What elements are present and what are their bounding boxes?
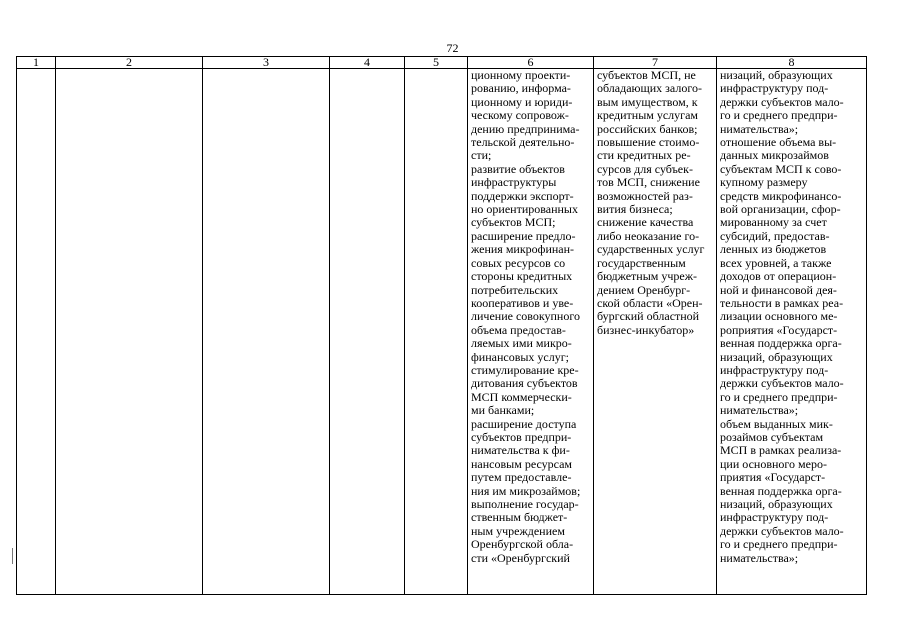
- table-cell-col7: [594, 69, 717, 595]
- scan-edge-mark: [12, 548, 13, 564]
- table-cell-col4: [330, 69, 405, 595]
- table-cell-col5: [405, 69, 468, 595]
- table-cell-col3: [203, 69, 330, 595]
- data-table: [16, 56, 867, 595]
- column-header-8: 8: [717, 57, 867, 69]
- column-header-6: 6: [468, 57, 594, 69]
- table-cell-col1: [17, 69, 56, 595]
- page-number: 72: [446, 41, 459, 55]
- column-header-2: 2: [56, 57, 203, 69]
- column-header-3: 3: [203, 57, 330, 69]
- indicators-text: низаций, образующих инфраструктуру под- держки субъектов мало- го и среднего предпри- нимательства»; отношение объема вы- данных микрозаймов субъектам МСП к сово- купному размеру средств микрофинансо- вой организации, сфор- мированному за счет субсидий, предостав- ленных из бюджетов всех уровней, а также доходов от операцион- ной и финансовой дея- тельности в рамках реа- лизации основного ме- роприятия «Государст- венная поддержка орга- низаций, образующих инфраструктуру под- держки субъектов мало- го и среднего предпри- нимательства»; объем выданных мик- розаймов субъектам МСП в рамках реализа- ции основного меро- приятия «Государст- венная поддержка орга- низаций, образующих инфраструктуру под- держки субъектов мало- го и среднего предпри- нимательства»;: [720, 68, 844, 565]
- column-header-7: 7: [594, 57, 717, 69]
- table-cell-col6: [468, 69, 594, 595]
- table-cell-col2: [56, 69, 203, 595]
- header-row: [17, 57, 867, 69]
- measures-text: ционному проекти- рованию, информа- ционному и юриди- ческому сопровож- дению предпринима- тельской деятельно- сти; развитие объектов инфраструктуры поддержки экспорт- но ориентированных субъектов МСП; расширение предло- жения микрофинан- совых ресурсов со стороны кредитных потребительских кооперативов и уве- личение совокупного объема предостав- ляемых ими микро- финансовых услуг; стимулирование кре- дитования субъектов МСП коммерчески- ми банками; расширение доступа субъектов предпри- нимательства к фи- нансовым ресурсам путем предоставле- ния им микрозаймов; выполнение государ- ственным бюджет- ным учреждением Оренбургской обла- сти «Оренбургский: [471, 68, 581, 565]
- column-header-4: 4: [330, 57, 405, 69]
- table-cell-col8: [717, 69, 867, 595]
- column-header-5: 5: [405, 57, 468, 69]
- column-header-1: 1: [17, 57, 56, 69]
- consequences-text: субъектов МСП, не обладающих залого- вым имуществом, к кредитным услугам российских банков; повышение стоимо- сти кредитных ре- сурсов для субъек- тов МСП, снижение возможностей раз- вития бизнеса; снижение качества либо неоказание го- сударственных услуг государственным бюджетным учреж- дением Оренбург- ской области «Орен- бургский областной бизнес-инкубатор»: [597, 68, 705, 337]
- table-row: [17, 69, 867, 595]
